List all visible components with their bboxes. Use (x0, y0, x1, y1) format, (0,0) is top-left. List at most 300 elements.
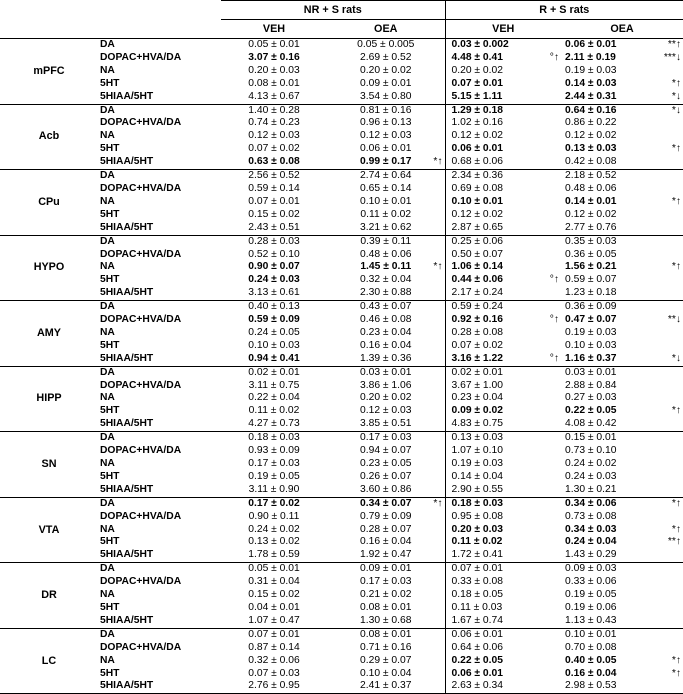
table-row (0, 471, 683, 484)
parameter-label: DA (98, 235, 221, 248)
value-text: 0.19 ± 0.05 (248, 470, 300, 482)
value-text: 0.04 ± 0.01 (248, 601, 300, 613)
nr-oea-value (327, 117, 445, 130)
r-veh-value (445, 536, 561, 549)
parameter-label: 5HIAA/5HT (100, 549, 154, 561)
table-row (0, 327, 683, 340)
value-text: 2.88 ± 0.84 (565, 379, 617, 391)
value-text: 0.10 ± 0.01 (565, 628, 617, 640)
nr-veh-value (221, 78, 327, 91)
significance-mark: *↑ (433, 497, 443, 509)
value-text: 0.24 ± 0.02 (248, 523, 300, 535)
table-row (0, 301, 683, 314)
table-row (0, 104, 683, 117)
table-row (0, 130, 683, 143)
parameter-label: NA (100, 64, 115, 76)
value-text: 1.39 ± 0.36 (360, 352, 412, 364)
parameter-label: NA (100, 326, 115, 338)
r-oea-value (561, 380, 683, 393)
parameter-label: 5HIAA/5HT (100, 90, 154, 102)
value-text: 2.63 ± 0.34 (451, 680, 503, 692)
value-text: 2.41 ± 0.37 (360, 680, 412, 692)
value-text: 0.59 ± 0.24 (451, 301, 503, 313)
nr-oea-value (327, 602, 445, 615)
r-veh-value (445, 642, 561, 655)
parameter-label: NA (100, 195, 115, 207)
value-text: 0.14 ± 0.03 (565, 77, 617, 89)
table-row (0, 445, 683, 458)
r-oea-value (561, 104, 683, 117)
value-text: 0.39 ± 0.11 (360, 235, 412, 247)
value-text: 0.24 ± 0.04 (565, 536, 617, 548)
table-row (0, 511, 683, 524)
table-row (0, 143, 683, 156)
value-text: 0.68 ± 0.06 (451, 156, 503, 168)
r-veh-value (445, 39, 561, 52)
r-veh-value (445, 170, 561, 183)
nr-veh-value (221, 183, 327, 196)
nr-veh-value (221, 589, 327, 602)
r-oea-value (561, 353, 683, 366)
nr-veh-value (221, 91, 327, 104)
value-text: 3.54 ± 0.80 (360, 90, 412, 102)
parameter-label: DA (98, 366, 221, 379)
nr-veh-value (221, 327, 327, 340)
value-text: 0.19 ± 0.03 (565, 326, 617, 338)
value-text: 2.74 ± 0.64 (360, 170, 412, 182)
parameter-label: 5HIAA/5HT (100, 221, 154, 233)
r-oea-value (561, 39, 683, 52)
value-text: 0.70 ± 0.08 (565, 641, 617, 653)
value-text: 3.11 ± 0.90 (248, 483, 300, 495)
table-row (0, 655, 683, 668)
nr-veh-value (221, 602, 327, 615)
value-text: 0.15 ± 0.01 (565, 432, 617, 444)
r-veh-value (445, 314, 561, 327)
table-row (0, 353, 683, 366)
value-text: 1.02 ± 0.16 (451, 117, 503, 129)
nr-oea-value (327, 104, 445, 117)
value-text: 0.20 ± 0.03 (248, 64, 300, 76)
parameter-label: DOPAC+HVA/DA (100, 248, 182, 260)
value-text: 0.15 ± 0.02 (248, 589, 300, 601)
parameter-label: NA (100, 392, 115, 404)
value-text: 1.29 ± 0.18 (451, 104, 503, 116)
region-label: LC (0, 628, 98, 694)
value-text: 0.73 ± 0.10 (565, 445, 617, 457)
r-oea-value (561, 418, 683, 431)
parameter-label: 5HT (100, 143, 120, 155)
table-row (0, 563, 683, 576)
parameter-label: DA (98, 39, 221, 52)
r-oea-value (561, 249, 683, 262)
r-oea-value (561, 78, 683, 91)
nr-oea-value (327, 549, 445, 562)
nr-oea-value (327, 405, 445, 418)
parameter-label: DOPAC+HVA/DA (100, 117, 182, 129)
value-text: 1.56 ± 0.21 (565, 261, 617, 273)
table-row (0, 274, 683, 287)
value-text: 0.18 ± 0.03 (248, 432, 300, 444)
nr-oea-value (327, 471, 445, 484)
table-row (0, 78, 683, 91)
r-veh-value (445, 183, 561, 196)
r-oea-value (561, 274, 683, 287)
table-row (0, 680, 683, 693)
value-text: 0.11 ± 0.02 (360, 208, 412, 220)
value-text: 0.06 ± 0.01 (451, 628, 503, 640)
value-text: 0.10 ± 0.04 (360, 667, 412, 679)
r-veh-value (445, 549, 561, 562)
value-text: 1.43 ± 0.29 (565, 549, 617, 561)
r-veh-value (445, 589, 561, 602)
value-text: 0.12 ± 0.03 (360, 130, 412, 142)
r-oea-value (561, 628, 683, 641)
value-text: 2.18 ± 0.52 (565, 170, 617, 182)
r-veh-value (445, 445, 561, 458)
nr-veh-value (221, 471, 327, 484)
table-body (0, 39, 683, 694)
nr-oea-value (327, 353, 445, 366)
r-oea-value (561, 156, 683, 169)
value-text: 0.33 ± 0.08 (451, 576, 503, 588)
parameter-label: DOPAC+HVA/DA (100, 182, 182, 194)
value-text: 1.45 ± 0.11 (360, 261, 412, 273)
region-label: DR (0, 563, 98, 629)
table-row (0, 261, 683, 274)
nr-veh-value (221, 680, 327, 693)
value-text: 0.34 ± 0.03 (565, 523, 617, 535)
value-text: 1.30 ± 0.68 (360, 614, 412, 626)
r-oea-value (561, 642, 683, 655)
value-text: 0.16 ± 0.04 (360, 536, 412, 548)
nr-oea-value (327, 366, 445, 379)
nr-oea-value (327, 274, 445, 287)
r-oea-value (561, 392, 683, 405)
value-text: 0.05 ± 0.01 (248, 563, 300, 575)
nr-veh-value (221, 458, 327, 471)
value-text: 1.72 ± 0.41 (451, 549, 503, 561)
value-text: 0.05 ± 0.005 (357, 39, 415, 50)
value-text: 2.30 ± 0.88 (360, 287, 412, 299)
r-oea-value (561, 602, 683, 615)
table-row (0, 91, 683, 104)
parameter-label: 5HT (100, 601, 120, 613)
r-veh-value (445, 143, 561, 156)
value-text: 0.07 ± 0.01 (248, 628, 300, 640)
value-text: 0.33 ± 0.06 (565, 576, 617, 588)
value-text: 0.64 ± 0.16 (565, 104, 617, 116)
value-text: 0.16 ± 0.04 (360, 339, 412, 351)
value-text: 0.24 ± 0.03 (565, 470, 617, 482)
value-text: 2.69 ± 0.52 (360, 51, 412, 63)
value-text: 0.10 ± 0.01 (360, 195, 412, 207)
nr-veh-value (221, 156, 327, 169)
value-text: 0.17 ± 0.02 (248, 497, 300, 509)
table-row (0, 39, 683, 52)
value-text: 0.20 ± 0.02 (360, 392, 412, 404)
table-row (0, 432, 683, 445)
r-veh-value (445, 524, 561, 537)
value-text: 4.13 ± 0.67 (248, 90, 300, 102)
table-row (0, 602, 683, 615)
significance-mark: *↑ (671, 405, 682, 417)
r-veh-value (445, 511, 561, 524)
table-row (0, 209, 683, 222)
r-oea-value (561, 183, 683, 196)
significance-mark: *↑ (433, 261, 443, 273)
value-text: 0.09 ± 0.01 (360, 563, 412, 575)
table-row (0, 628, 683, 641)
region-label: HIPP (0, 366, 98, 432)
nr-oea-value (327, 91, 445, 104)
nr-veh-value (221, 380, 327, 393)
value-text: 0.02 ± 0.01 (451, 366, 503, 378)
nr-oea-value (327, 680, 445, 693)
value-text: 0.59 ± 0.07 (565, 274, 617, 286)
nr-oea-value (327, 170, 445, 183)
nr-veh-value (221, 511, 327, 524)
nr-oea-value (327, 432, 445, 445)
header-nr-group: NR + S rats (221, 1, 445, 20)
r-oea-value (561, 589, 683, 602)
value-text: 0.06 ± 0.01 (565, 39, 617, 50)
value-text: 2.17 ± 0.24 (451, 287, 503, 299)
nr-veh-value (221, 563, 327, 576)
value-text: 0.28 ± 0.07 (360, 523, 412, 535)
r-veh-value (445, 668, 561, 681)
value-text: 2.44 ± 0.31 (565, 90, 617, 102)
nr-oea-value (327, 589, 445, 602)
significance-mark: °↑ (549, 352, 560, 364)
value-text: 4.83 ± 0.75 (451, 418, 503, 430)
value-text: 3.07 ± 0.16 (248, 51, 300, 63)
value-text: 0.36 ± 0.09 (565, 301, 617, 313)
value-text: 0.42 ± 0.08 (565, 156, 617, 168)
r-veh-value (445, 235, 561, 248)
nr-oea-value (327, 536, 445, 549)
parameter-label: 5HIAA/5HT (100, 156, 154, 168)
header-blank (0, 20, 98, 39)
r-veh-value (445, 405, 561, 418)
value-text: 0.06 ± 0.01 (360, 143, 412, 155)
value-text: 0.40 ± 0.05 (565, 654, 617, 666)
nr-veh-value (221, 536, 327, 549)
table-row (0, 156, 683, 169)
table-row (0, 366, 683, 379)
nr-veh-value (221, 249, 327, 262)
value-text: 0.10 ± 0.03 (248, 339, 300, 351)
value-text: 0.23 ± 0.05 (360, 458, 412, 469)
r-veh-value (445, 576, 561, 589)
nr-oea-value (327, 209, 445, 222)
r-oea-value (561, 497, 683, 510)
nr-oea-value (327, 668, 445, 681)
value-text: 0.02 ± 0.01 (248, 366, 300, 378)
parameter-label: DOPAC+HVA/DA (100, 379, 182, 391)
r-oea-value (561, 117, 683, 130)
nr-veh-value (221, 576, 327, 589)
region-label: HYPO (0, 235, 98, 301)
value-text: 2.56 ± 0.52 (248, 170, 300, 182)
table-row (0, 52, 683, 65)
r-veh-value (445, 274, 561, 287)
value-text: 0.28 ± 0.08 (451, 326, 503, 338)
r-veh-value (445, 471, 561, 484)
r-veh-value (445, 484, 561, 497)
significance-mark: **↑ (667, 536, 682, 548)
nr-oea-value (327, 249, 445, 262)
nr-oea-value (327, 235, 445, 248)
value-text: 0.47 ± 0.07 (565, 314, 617, 326)
nr-oea-value (327, 655, 445, 668)
r-oea-value (561, 52, 683, 65)
value-text: 0.12 ± 0.03 (360, 405, 412, 417)
r-oea-value (561, 65, 683, 78)
value-text: 0.17 ± 0.03 (360, 432, 412, 444)
r-veh-value (445, 196, 561, 209)
nr-veh-value (221, 209, 327, 222)
r-oea-value (561, 314, 683, 327)
value-text: 1.40 ± 0.28 (248, 104, 300, 116)
value-text: 1.78 ± 0.59 (248, 549, 300, 561)
value-text: 0.18 ± 0.05 (451, 589, 503, 601)
r-oea-value (561, 261, 683, 274)
r-veh-value (445, 432, 561, 445)
value-text: 0.28 ± 0.03 (248, 235, 300, 247)
table-row (0, 170, 683, 183)
value-text: 3.11 ± 0.75 (248, 379, 300, 391)
table-row (0, 340, 683, 353)
nr-oea-value (327, 340, 445, 353)
table-row (0, 183, 683, 196)
nr-veh-value (221, 353, 327, 366)
nr-oea-value (327, 52, 445, 65)
r-veh-value (445, 130, 561, 143)
table-row (0, 222, 683, 235)
significance-mark: *↓ (671, 90, 682, 102)
header-blank (98, 1, 221, 20)
r-oea-value (561, 327, 683, 340)
significance-mark: ***↓ (663, 51, 682, 63)
value-text: 0.07 ± 0.01 (451, 563, 503, 575)
value-text: 3.21 ± 0.62 (360, 221, 412, 233)
r-veh-value (445, 327, 561, 340)
value-text: 0.21 ± 0.02 (360, 589, 412, 601)
value-text: 1.30 ± 0.21 (565, 483, 617, 495)
value-text: 3.16 ± 1.22 (451, 352, 503, 364)
nr-veh-value (221, 104, 327, 117)
value-text: 0.06 ± 0.01 (451, 143, 503, 155)
value-text: 0.71 ± 0.16 (360, 641, 412, 653)
value-text: 0.09 ± 0.03 (565, 563, 617, 575)
r-veh-value (445, 222, 561, 235)
value-text: 0.26 ± 0.07 (360, 470, 412, 482)
r-veh-value (445, 418, 561, 431)
nr-veh-value (221, 366, 327, 379)
r-oea-value (561, 340, 683, 353)
value-text: 4.08 ± 0.42 (565, 418, 617, 430)
nr-veh-value (221, 628, 327, 641)
parameter-label: 5HIAA/5HT (100, 352, 154, 364)
value-text: 0.11 ± 0.03 (451, 601, 503, 613)
value-text: 0.19 ± 0.03 (565, 64, 617, 76)
value-text: 0.13 ± 0.03 (451, 432, 503, 444)
nr-oea-value (327, 222, 445, 235)
value-text: 1.16 ± 0.37 (565, 352, 617, 364)
r-oea-value (561, 405, 683, 418)
value-text: 0.16 ± 0.04 (565, 667, 617, 679)
value-text: 0.11 ± 0.02 (248, 405, 300, 417)
table-row (0, 196, 683, 209)
r-veh-value (445, 52, 561, 65)
significance-mark: *↑ (671, 261, 682, 273)
value-text: 0.94 ± 0.41 (248, 352, 300, 364)
parameter-label: DA (98, 563, 221, 576)
header-r-veh: VEH (445, 20, 561, 39)
nr-veh-value (221, 392, 327, 405)
value-text: 0.07 ± 0.03 (248, 667, 300, 679)
value-text: 0.03 ± 0.01 (565, 366, 617, 378)
value-text: 0.35 ± 0.03 (565, 235, 617, 247)
parameter-label: 5HIAA/5HT (100, 287, 154, 299)
value-text: 0.22 ± 0.04 (248, 392, 300, 404)
significance-mark: *↑ (671, 667, 682, 679)
value-text: 0.17 ± 0.03 (248, 458, 300, 469)
significance-mark: °↑ (549, 274, 560, 286)
value-text: 0.12 ± 0.02 (565, 208, 617, 220)
table-row (0, 314, 683, 327)
parameter-label: DA (98, 104, 221, 117)
value-text: 0.99 ± 0.17 (360, 156, 412, 168)
nr-oea-value (327, 301, 445, 314)
table-row (0, 287, 683, 300)
value-text: 1.23 ± 0.18 (565, 287, 617, 299)
value-text: 0.22 ± 0.05 (565, 405, 617, 417)
value-text: 0.10 ± 0.01 (451, 195, 503, 207)
r-veh-value (445, 65, 561, 78)
value-text: 0.59 ± 0.14 (248, 182, 300, 194)
nr-oea-value (327, 261, 445, 274)
value-text: 1.92 ± 0.47 (360, 549, 412, 561)
region-label: AMY (0, 301, 98, 367)
table-row (0, 458, 683, 471)
value-text: 0.14 ± 0.01 (565, 195, 617, 207)
nr-oea-value (327, 78, 445, 91)
r-veh-value (445, 563, 561, 576)
nr-veh-value (221, 117, 327, 130)
nr-veh-value (221, 642, 327, 655)
parameter-label: DOPAC+HVA/DA (100, 510, 182, 522)
parameter-label: DA (98, 497, 221, 510)
parameter-label: DA (98, 170, 221, 183)
parameter-label: 5HT (100, 274, 120, 286)
value-text: 2.11 ± 0.19 (565, 51, 616, 63)
nr-veh-value (221, 484, 327, 497)
nr-veh-value (221, 405, 327, 418)
value-text: 0.12 ± 0.03 (248, 130, 300, 142)
r-veh-value (445, 156, 561, 169)
value-text: 0.24 ± 0.05 (248, 326, 300, 338)
value-text: 0.22 ± 0.05 (451, 654, 503, 666)
value-text: 0.86 ± 0.22 (565, 117, 617, 129)
header-blank (0, 1, 98, 20)
parameter-label: 5HIAA/5HT (100, 614, 154, 626)
r-veh-value (445, 78, 561, 91)
nr-oea-value (327, 196, 445, 209)
r-veh-value (445, 117, 561, 130)
significance-mark: *↑ (671, 195, 682, 207)
